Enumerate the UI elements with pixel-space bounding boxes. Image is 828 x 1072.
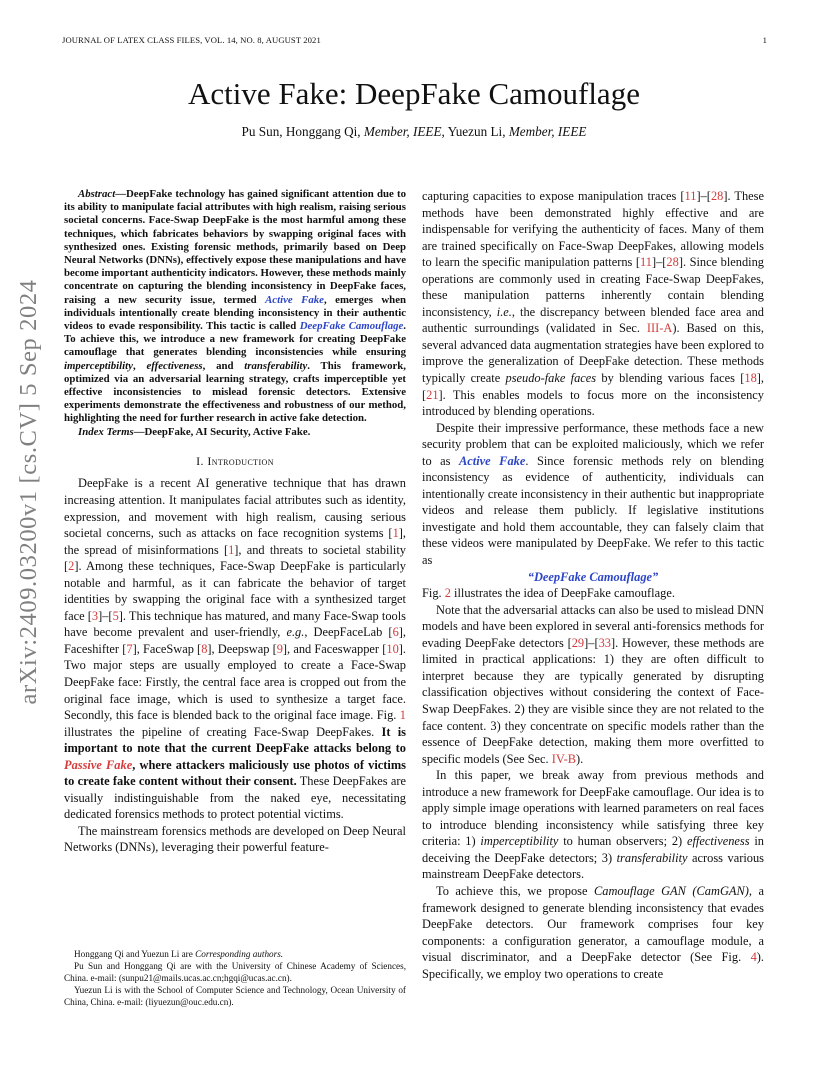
deepfake-camouflage-link[interactable]: DeepFake Camouflage [299,320,404,333]
citation-link[interactable]: 9 [276,641,283,656]
figure-link[interactable]: 2 [444,586,451,601]
passive-fake-link[interactable]: Passive Fake [64,757,133,772]
citation-link[interactable]: 1 [228,542,235,557]
paper-title: Active Fake: DeepFake Camouflage [188,76,640,111]
active-fake-link[interactable]: Active Fake [459,453,526,468]
citation-link[interactable]: 8 [201,641,208,656]
author-names-2: , Yuezun Li, [441,124,509,139]
citation-link[interactable]: 21 [426,387,439,402]
right-column [422,188,764,982]
section-heading-introduction: I. Introduction [196,453,274,468]
right-paragraph-5: In this paper, we break away from previous methods and introduce a new framework for DeepFake camouflage. Our idea is to apply simple image operations with learned parameters on real faces to introduce blending inconsistency while satisfying three key criteria: 1) imperceptibility to human observers; 2) effectiveness in deceiving the DeepFake detectors; 3) transferability across various mainstream DeepFake detectors. [422,768,764,882]
citation-link[interactable]: 18 [744,371,757,386]
footnotes [64,948,406,1008]
citation-link[interactable]: 33 [598,635,611,650]
intro-paragraph-2: The mainstream forensics methods are developed on Deep Neural Networks (DNNs), leveraging their powerful feature- [64,823,406,855]
citation-link[interactable]: 29 [571,635,585,650]
citation-link[interactable]: 28 [710,189,724,203]
footnote-affiliation-1: Pu Sun and Honggang Qi are with the University of Chinese Academy of Sciences, China. e-mail: (sunpu21@mails.ucas.ac.cn;hgqi@ucas.ac.cn). [64,961,406,983]
arxiv-stamp-text: arXiv:2409.03200v1 [cs.CV] 5 Sep 2024 [15,279,42,705]
arxiv-stamp [12,279,46,705]
page-number: 1 [762,35,767,45]
author-line [0,124,828,140]
left-column [64,188,406,856]
citation-link[interactable]: 28 [666,255,679,270]
footnote-affiliation-2: Yuezun Li is with the School of Computer Science and Technology, Ocean University of China, China. e-mail: (liyuezun@ouc.edu.cn). [64,985,406,1007]
citation-link[interactable]: 5 [112,608,119,623]
author-role-2: Member, IEEE [508,124,587,139]
section-link[interactable]: III-A [646,321,673,336]
citation-link[interactable]: 11 [684,189,697,203]
footnote-corresponding: Honggang Qi and Yuezun Li are Corresponding authors. [74,949,284,959]
right-paragraph-3: Fig. 2 illustrates the idea of DeepFake camouflage. [422,586,675,601]
figure-link[interactable]: 1 [399,708,406,723]
citation-link[interactable]: 7 [126,641,133,656]
right-paragraph-1: capturing capacities to expose manipulation traces [11]–[28]. These methods have been demonstrated highly effective and are indispensable for verifying the authenticity of faces. Many of them are trained specifically on Face-Swap DeepFakes, allowing models to learn the specific manipulation patterns [11]–[28]. Since blending operations are commonly used in creating Face-Swap DeepFakes, these manipulation patterns inherently contain blending inconsistency, i.e., the discrepancy between blended face area and authentic surroundings (validated in Sec. III-A). Based on this, several advanced data augmentation strategies have been explored to improve the generalization of DeepFake detection. These methods typically create pseudo-fake faces by blending various faces [18], [21]. This enables models to focus more on the inconsistency introduced by blending operations. [422,189,764,419]
figure-link[interactable]: 4 [750,950,757,965]
abstract-label: Abstract [78,188,116,200]
abstract: Abstract—DeepFake technology has gained significant attention due to its ability to manipulate facial attributes with high realism, raising serious societal concerns. Face-Swap DeepFake is the most harmful among these techniques, which fabricates behaviors by swapping original faces with synthesized ones. Existing forensic methods, primarily based on Deep Neural Networks (DNNs), effectively expose these manipulations and have become important authenticity indicators. However, these methods mainly concentrate on capturing the blending inconsistency in DeepFake faces, raising a new security issue, termed Active Fake, emerges when individuals intentionally create blending inconsistency in their authentic videos to evade responsibility. This tactic is called DeepFake Camouflage. To achieve this, we introduce a new framework for creating DeepFake camouflage that generates blending inconsistencies while ensuring imperceptibility, effectiveness, and transferability. This framework, optimized via an adversarial learning strategy, crafts imperceptible yet effective inconsistencies to mislead forensic detectors. Extensive experiments demonstrate the effectiveness and robustness of our method, highlighting the need for further research in active fake detection. [64,188,406,425]
citation-link[interactable]: 3 [91,608,99,623]
right-paragraph-4: Note that the adversarial attacks can also be used to mislead DNN models and have been explored in several anti-forensics methods for evading DeepFake detectors [29]–[33]. However, these methods are limited in practical applications: 1) they are often difficult to interpret because they are typically generated by disrupting classification objectives without considering the context of Face-Swap DeepFakes. 2) they are visible since they are not related to the face content. 3) they concentrate on specific models rather than the essence of DeepFake detection, making them more overfitted to specific models (See Sec. IV-B). [422,602,765,766]
author-role-1: Member, IEEE [363,124,442,139]
index-terms: Index Terms—DeepFake, AI Security, Active Fake. [78,425,311,438]
right-paragraph-6: To achieve this, we propose Camouflage GAN (CamGAN), a framework designed to generate blending inconsistency that evades DeepFake detectors. Our framework comprises four key components: a configuration generator, a camouflage module, a visual discriminator, and a DeepFake detector (See Fig. 4). Specifically, we employ two operations to create [422,883,764,981]
citation-link[interactable]: 6 [392,625,399,640]
citation-link[interactable]: 1 [392,526,399,541]
citation-link[interactable]: 10 [386,641,399,656]
section-link[interactable]: IV-B [551,751,577,766]
right-paragraph-2: Despite their impressive performance, these methods face a new security problem that can be exploited maliciously, which we refer to as Active Fake. Since forensic methods rely on blending inconsistency as evidence of authenticity, individuals can intentionally create inconsistency in their authentic but inappropriate videos and release them publicly. If legislative institutions investigate and hold them accountable, they can falsely claim that these videos were manipulated by DeepFake. We refer to this tactic as [422,420,765,568]
citation-link[interactable]: 11 [640,255,652,270]
author-names-1: Pu Sun, Honggang Qi, [241,124,364,139]
index-terms-label: Index Terms [78,425,134,438]
camouflage-callout[interactable]: “DeepFake Camouflage” [527,569,659,584]
citation-link[interactable]: 2 [68,559,75,574]
intro-paragraph-1: DeepFake is a recent AI generative technique that has drawn increasing attention. It manipulates facial attributes such as identity, expression, and movement with high realism, causing serious societal concerns, such as attacks on face recognition systems [1], the spread of misinformations [1], and threats to societal stability [2]. Among these techniques, Face-Swap DeepFake is particularly notable and harmful, as it can fabricate the behavior of target identities by swapping the original face with a synthesized target face [3]–[5]. This technique has matured, and many Face-Swap tools have become prevalent and user-friendly, e.g., DeepFaceLab [6], Faceshifter [7], FaceSwap [8], Deepswap [9], and Faceswapper [10]. Two major steps are usually employed to create a Face-Swap DeepFake face: Firstly, the central face area is cropped out from the original face image, which is used to synthesize a target face. Secondly, this face is blended back to the original face image. Fig. 1 illustrates the pipeline of creating Face-Swap DeepFakes. It is important to note that the current DeepFake attacks belong to Passive Fake, where attackers maliciously use photos of victims to create fake content without their consent. These DeepFakes are visually indistinguishable from the naked eye, necessitating dedicated forensics methods to protect potential victims. [64,476,407,822]
journal-name: JOURNAL OF LATEX CLASS FILES, VOL. 14, NO. 8, AUGUST 2021 [62,35,321,45]
running-header [62,35,767,45]
active-fake-link[interactable]: Active Fake [265,293,324,306]
